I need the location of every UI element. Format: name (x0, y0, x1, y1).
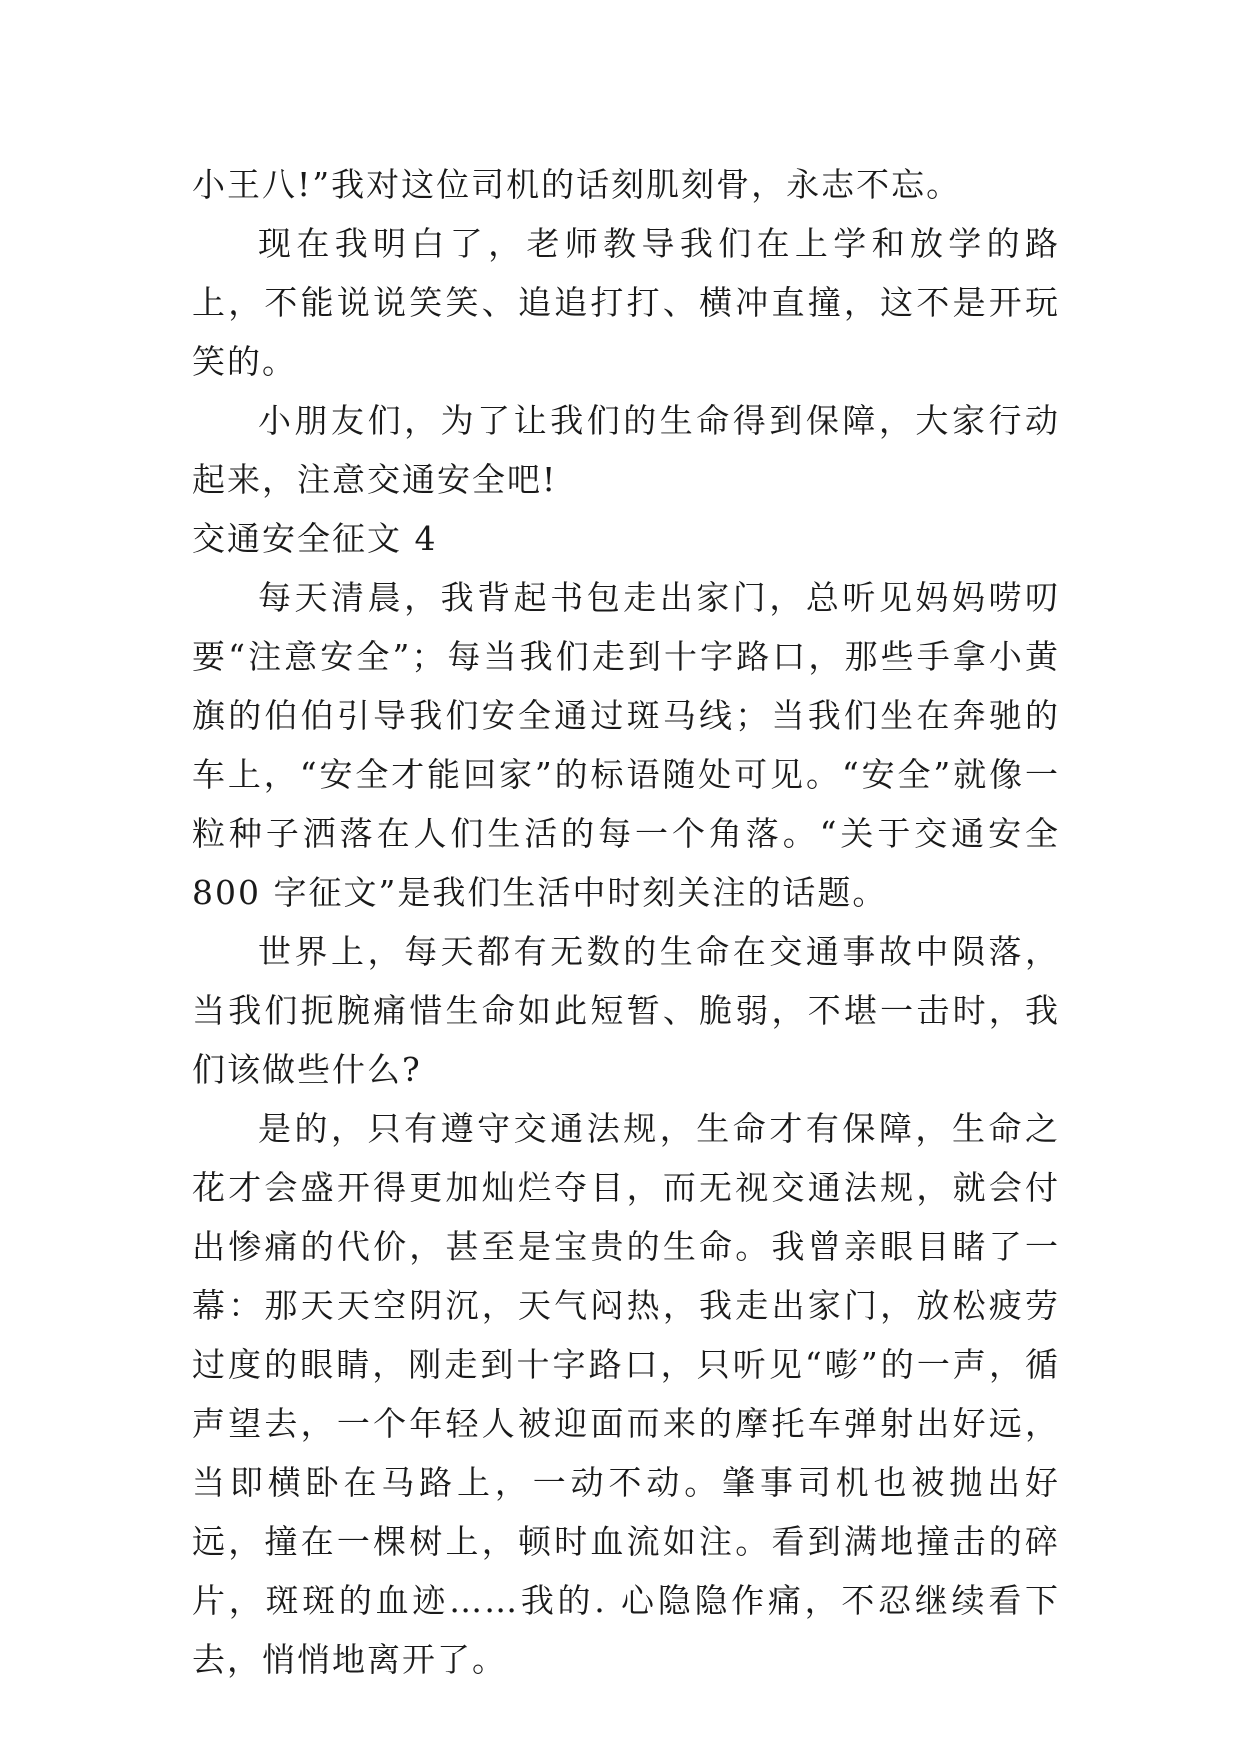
document-body (192, 155, 1060, 1689)
paragraph: 是的，只有遵守交通法规，生命才有保障，生命之花才会盛开得更加灿烂夺目，而无视交通法规，就会付出惨痛的代价，甚至是宝贵的生命。我曾亲眼目睹了一幕：那天天空阴沉，天气闷热，我走出家门，放松疲劳过度的眼睛，刚走到十字路口，只听见“嘭”的一声，循声望去，一个年轻人被迎面而来的摩托车弹射出好远，当即横卧在马路上，一动不动。肇事司机也被抛出好远，撞在一棵树上，顿时血流如注。看到满地撞击的碎片，斑斑的血迹……我的. 心隐隐作痛，不忍继续看下去，悄悄地离开了。 (192, 1109, 1060, 1679)
paragraph: 世界上，每天都有无数的生命在交通事故中陨落，当我们扼腕痛惜生命如此短暂、脆弱，不堪一击时，我们该做些什么? (192, 932, 1060, 1089)
paragraph: 小王八!”我对这位司机的话刻肌刻骨，永志不忘。 (192, 165, 962, 204)
paragraph: 小朋友们，为了让我们的生命得到保障，大家行动起来，注意交通安全吧! (192, 401, 1060, 499)
section-heading: 交通安全征文 4 (192, 519, 438, 558)
paragraph: 现在我明白了，老师教导我们在上学和放学的路上，不能说说笑笑、追追打打、横冲直撞，这不是开玩笑的。 (192, 224, 1060, 381)
paragraph: 每天清晨，我背起书包走出家门，总听见妈妈唠叨要“注意安全”；每当我们走到十字路口，那些手拿小黄旗的伯伯引导我们安全通过斑马线；当我们坐在奔驰的车上，“安全才能回家”的标语随处可见。“安全”就像一粒种子洒落在人们生活的每一个角落。“关于交通安全 800 字征文”是我们生活中时刻关注的话题。 (192, 578, 1060, 912)
